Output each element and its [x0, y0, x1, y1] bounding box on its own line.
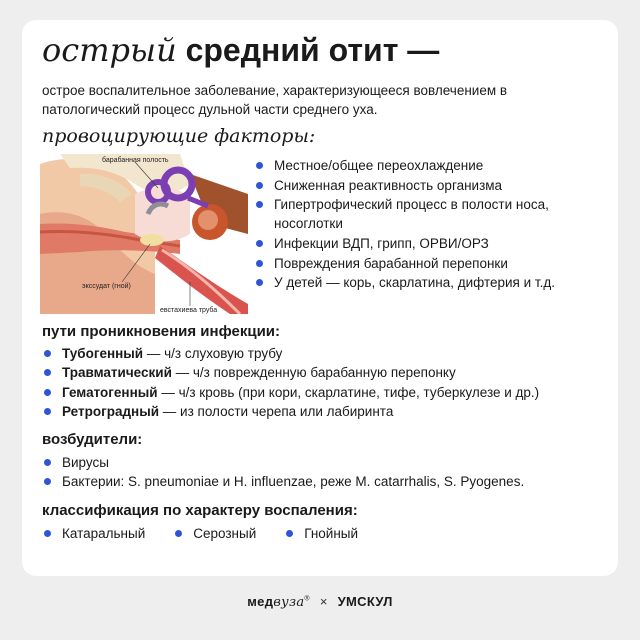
list-item: Бактерии: S. pneumoniae и H. influenzae, реже M. catarrhalis, S. Pyogenes. [42, 472, 602, 491]
label-tympanic-cavity: барабанная полость [102, 157, 169, 164]
definition-text: острое воспалительное заболевание, характеризующееся вовлечением в патологический процесс дульной части среднего уха. [42, 83, 508, 117]
label-exudate: экссудат (гной) [82, 283, 131, 290]
title-italic: острый [42, 31, 177, 69]
bullet-dot [256, 201, 263, 208]
list-item: У детей — корь, скарлатина, дифтерия и т.д. [256, 273, 596, 292]
label-eustachian-tube: евстахиева труба [160, 307, 218, 314]
ear-illustration [40, 154, 248, 314]
routes-list [42, 344, 602, 422]
ear-anatomy-image [40, 154, 248, 314]
list-item: Инфекции ВДП, грипп, ОРВИ/ОРЗ [256, 234, 596, 253]
separator-x: × [319, 594, 328, 609]
bullet-dot [256, 162, 263, 169]
list-item: Местное/общее переохлаждение [256, 156, 596, 175]
factors-list [256, 156, 596, 293]
list-item: Тубогенный — ч/з слуховую трубу [42, 344, 602, 363]
page-title [42, 30, 439, 70]
classification-list [42, 524, 358, 543]
footer-logos [0, 594, 640, 610]
bullet-dot [256, 240, 263, 247]
list-item: Серозный [173, 524, 256, 543]
factors-heading: провоцирующие факторы: [42, 125, 316, 147]
title-bold: средний отит — [185, 32, 440, 68]
bullet-dot [256, 260, 263, 267]
list-item: Травматический — ч/з поврежденную барабанную перепонку [42, 363, 602, 382]
brand-logo-medvuza: медвуза® [247, 594, 310, 610]
bullet-dot [256, 279, 263, 286]
pathogens-heading: возбудители: [42, 431, 143, 448]
list-item: Повреждения барабанной перепонки [256, 254, 596, 273]
classification-heading: классификация по характеру воспаления: [42, 502, 358, 519]
bullet-dot [256, 182, 263, 189]
list-item: Ретроградный — из полости черепа или лабиринта [42, 402, 602, 421]
list-item: Вирусы [42, 453, 602, 472]
list-item: Сниженная реактивность организма [256, 176, 596, 195]
routes-heading: пути проникновения инфекции: [42, 323, 281, 340]
list-item: Катаральный [42, 524, 145, 543]
list-item: Гнойный [284, 524, 358, 543]
list-item: Гематогенный — ч/з кровь (при кори, скарлатине, тифе, туберкулезе и др.) [42, 383, 602, 402]
brand-logo-umskul: УМСКУЛ [337, 594, 393, 609]
list-item: Гипертрофический процесс в полости носа, носоглотки [256, 195, 596, 233]
pathogens-list [42, 453, 602, 492]
